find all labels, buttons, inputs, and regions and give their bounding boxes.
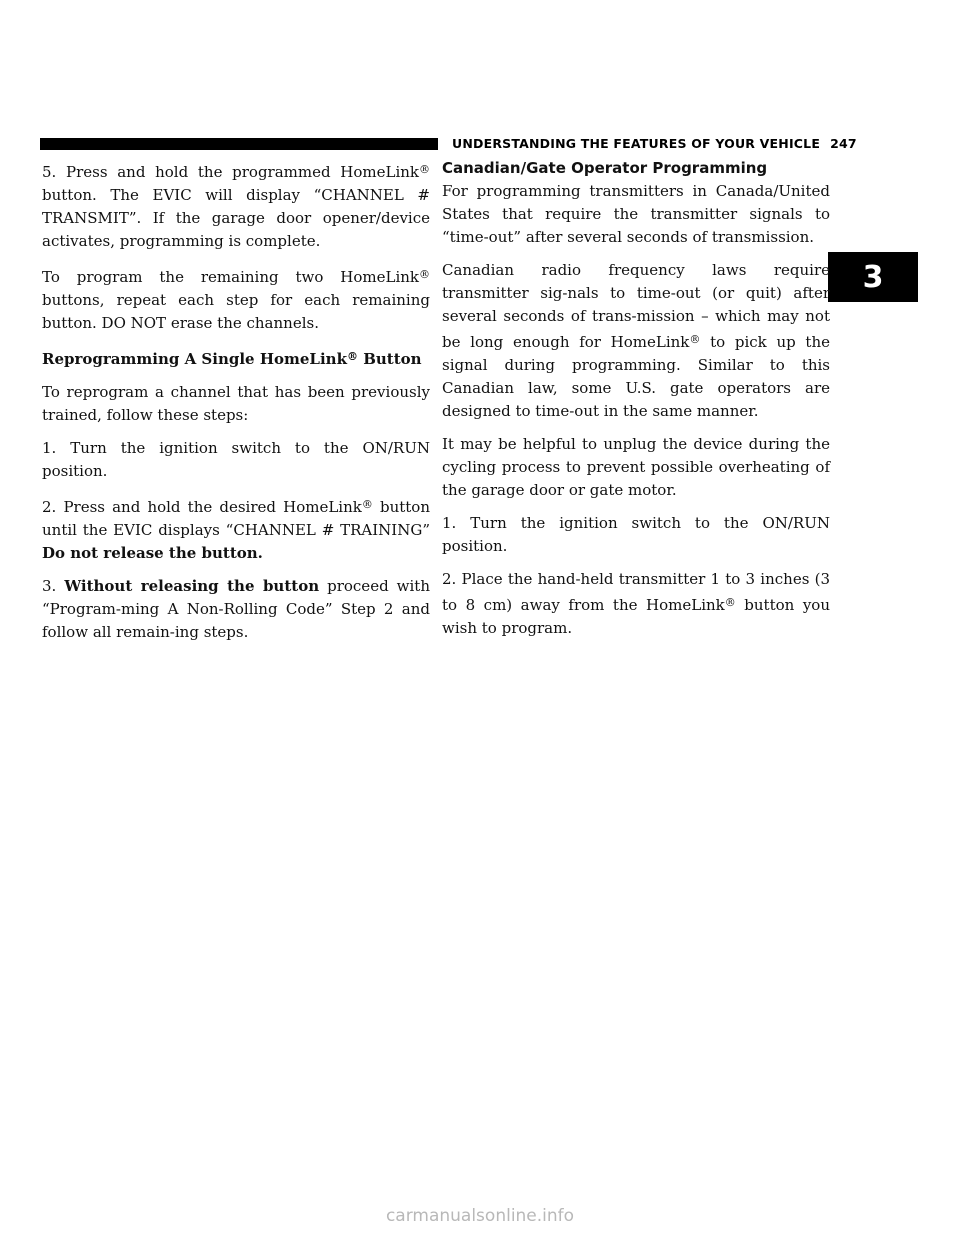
header-title: UNDERSTANDING THE FEATURES OF YOUR VEHICLE <box>452 136 821 151</box>
paragraph: It may be helpful to unplug the device during the cycling process to prevent possible overheating of the garage door or gate motor. <box>442 435 830 499</box>
paragraph: To reprogram a channel that has been previously trained, follow these steps: <box>42 383 430 424</box>
header-rule <box>40 138 438 150</box>
step-item: 2. Place the hand-held transmitter 1 to 3 inches (3 to 8 cm) away from the HomeLink® button you wish to program. <box>442 570 830 637</box>
step-item: 3. Without releasing the button proceed with “Program-ming A Non-Rolling Code” Step 2 and follow all remain-ing steps. <box>42 577 430 641</box>
step-item: 2. Press and hold the desired HomeLink® button until the EVIC displays “CHANNEL # TRAINING” Do not release the button. <box>42 498 431 562</box>
step-item: 1. Turn the ignition switch to the ON/RUN position. <box>42 439 430 480</box>
paragraph: For programming transmitters in Canada/United States that require the transmitter signals to “time-out” after several seconds of transmission. <box>442 182 830 246</box>
page-number: 247 <box>830 136 857 151</box>
step-item: 1. Turn the ignition switch to the ON/RUN position. <box>442 514 830 555</box>
watermark: carmanualsonline.info <box>385 1206 575 1226</box>
paragraph: 5. Press and hold the programmed HomeLink® button. The EVIC will display “CHANNEL # TRANSMIT”. If the garage door opener/device activates, programming is complete. <box>42 163 430 250</box>
chapter-tab: 3 <box>828 252 918 302</box>
paragraph: To program the remaining two HomeLink® buttons, repeat each step for each remaining button. DO NOT erase the channels. <box>42 268 430 332</box>
section-heading: Canadian/Gate Operator Programming <box>442 159 768 177</box>
running-header <box>452 136 857 151</box>
subheading: Reprogramming A Single HomeLink® Button <box>42 350 422 368</box>
paragraph: Canadian radio frequency laws require transmitter sig-nals to time-out (or quit) after several seconds of trans-mission – which may not be long enough for HomeLink® to pick up the signal during programming. Similar to this Canadian law, some U.S. gate operators are designed to time-out in the same manner. <box>442 261 830 420</box>
right-column <box>442 158 830 650</box>
left-column <box>42 158 430 654</box>
